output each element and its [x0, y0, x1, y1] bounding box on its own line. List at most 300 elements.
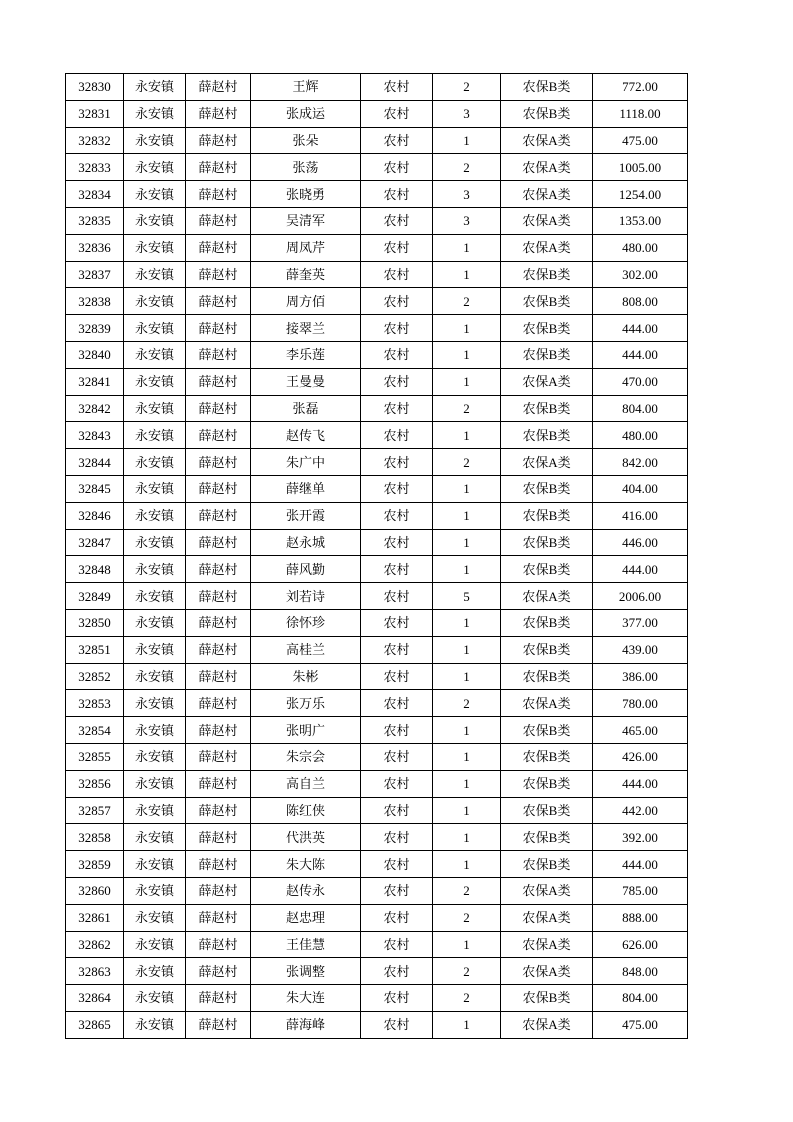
cell-count: 1 — [433, 502, 501, 529]
cell-type: 农村 — [361, 154, 433, 181]
cell-type: 农村 — [361, 958, 433, 985]
table-row — [66, 958, 688, 985]
cell-village: 薛赵村 — [186, 181, 251, 208]
cell-village: 薛赵村 — [186, 851, 251, 878]
cell-id: 32840 — [66, 341, 124, 368]
table-row — [66, 127, 688, 154]
cell-type: 农村 — [361, 824, 433, 851]
cell-count: 2 — [433, 395, 501, 422]
cell-count: 1 — [433, 234, 501, 261]
cell-town: 永安镇 — [124, 234, 186, 261]
cell-id: 32832 — [66, 127, 124, 154]
cell-type: 农村 — [361, 583, 433, 610]
cell-amount: 1005.00 — [593, 154, 688, 181]
cell-category: 农保B类 — [501, 797, 593, 824]
cell-count: 1 — [433, 368, 501, 395]
cell-category: 农保A类 — [501, 931, 593, 958]
cell-amount: 1118.00 — [593, 100, 688, 127]
cell-name: 王佳慧 — [251, 931, 361, 958]
cell-category: 农保A类 — [501, 904, 593, 931]
cell-id: 32865 — [66, 1011, 124, 1038]
cell-amount: 772.00 — [593, 74, 688, 101]
cell-type: 农村 — [361, 529, 433, 556]
cell-town: 永安镇 — [124, 583, 186, 610]
cell-id: 32839 — [66, 315, 124, 342]
cell-id: 32858 — [66, 824, 124, 851]
cell-village: 薛赵村 — [186, 743, 251, 770]
cell-count: 3 — [433, 100, 501, 127]
cell-village: 薛赵村 — [186, 797, 251, 824]
table-row — [66, 154, 688, 181]
cell-id: 32836 — [66, 234, 124, 261]
table-row — [66, 181, 688, 208]
cell-id: 32859 — [66, 851, 124, 878]
table-row — [66, 556, 688, 583]
cell-village: 薛赵村 — [186, 422, 251, 449]
cell-id: 32841 — [66, 368, 124, 395]
cell-type: 农村 — [361, 341, 433, 368]
cell-amount: 470.00 — [593, 368, 688, 395]
cell-town: 永安镇 — [124, 529, 186, 556]
table-row — [66, 207, 688, 234]
cell-amount: 1353.00 — [593, 207, 688, 234]
cell-count: 1 — [433, 422, 501, 449]
cell-category: 农保B类 — [501, 395, 593, 422]
table-row — [66, 315, 688, 342]
cell-id: 32863 — [66, 958, 124, 985]
cell-count: 2 — [433, 985, 501, 1012]
cell-name: 张成运 — [251, 100, 361, 127]
cell-amount: 426.00 — [593, 743, 688, 770]
cell-type: 农村 — [361, 609, 433, 636]
cell-category: 农保A类 — [501, 127, 593, 154]
cell-name: 徐怀珍 — [251, 609, 361, 636]
cell-id: 32849 — [66, 583, 124, 610]
cell-name: 赵传飞 — [251, 422, 361, 449]
cell-village: 薛赵村 — [186, 154, 251, 181]
cell-amount: 392.00 — [593, 824, 688, 851]
cell-town: 永安镇 — [124, 717, 186, 744]
cell-id: 32862 — [66, 931, 124, 958]
cell-village: 薛赵村 — [186, 529, 251, 556]
cell-name: 赵传永 — [251, 877, 361, 904]
cell-town: 永安镇 — [124, 368, 186, 395]
cell-category: 农保B类 — [501, 851, 593, 878]
cell-town: 永安镇 — [124, 154, 186, 181]
cell-village: 薛赵村 — [186, 931, 251, 958]
cell-category: 农保A类 — [501, 234, 593, 261]
cell-type: 农村 — [361, 931, 433, 958]
cell-town: 永安镇 — [124, 663, 186, 690]
cell-type: 农村 — [361, 877, 433, 904]
table-row — [66, 877, 688, 904]
cell-town: 永安镇 — [124, 341, 186, 368]
cell-category: 农保B类 — [501, 636, 593, 663]
cell-name: 张明广 — [251, 717, 361, 744]
cell-count: 2 — [433, 449, 501, 476]
cell-id: 32860 — [66, 877, 124, 904]
cell-id: 32856 — [66, 770, 124, 797]
cell-count: 1 — [433, 1011, 501, 1038]
cell-type: 农村 — [361, 181, 433, 208]
table-row — [66, 475, 688, 502]
cell-count: 1 — [433, 636, 501, 663]
cell-amount: 480.00 — [593, 234, 688, 261]
table-row — [66, 288, 688, 315]
cell-name: 刘若诗 — [251, 583, 361, 610]
cell-name: 张朵 — [251, 127, 361, 154]
cell-village: 薛赵村 — [186, 74, 251, 101]
cell-id: 32848 — [66, 556, 124, 583]
table-row — [66, 985, 688, 1012]
cell-id: 32835 — [66, 207, 124, 234]
cell-type: 农村 — [361, 422, 433, 449]
cell-village: 薛赵村 — [186, 556, 251, 583]
cell-name: 朱大陈 — [251, 851, 361, 878]
table-row — [66, 609, 688, 636]
cell-town: 永安镇 — [124, 797, 186, 824]
cell-count: 1 — [433, 797, 501, 824]
cell-category: 农保B类 — [501, 717, 593, 744]
cell-id: 32837 — [66, 261, 124, 288]
cell-town: 永安镇 — [124, 207, 186, 234]
cell-amount: 404.00 — [593, 475, 688, 502]
table-row — [66, 743, 688, 770]
cell-village: 薛赵村 — [186, 127, 251, 154]
cell-town: 永安镇 — [124, 636, 186, 663]
cell-id: 32845 — [66, 475, 124, 502]
cell-count: 2 — [433, 958, 501, 985]
table-row — [66, 234, 688, 261]
cell-amount: 2006.00 — [593, 583, 688, 610]
cell-count: 3 — [433, 207, 501, 234]
cell-id: 32838 — [66, 288, 124, 315]
table-row — [66, 422, 688, 449]
table-row — [66, 449, 688, 476]
cell-type: 农村 — [361, 234, 433, 261]
cell-amount: 1254.00 — [593, 181, 688, 208]
table-row — [66, 1011, 688, 1038]
cell-category: 农保A类 — [501, 1011, 593, 1038]
cell-category: 农保B类 — [501, 556, 593, 583]
cell-name: 朱大连 — [251, 985, 361, 1012]
cell-village: 薛赵村 — [186, 583, 251, 610]
cell-category: 农保B类 — [501, 422, 593, 449]
cell-amount: 465.00 — [593, 717, 688, 744]
cell-count: 1 — [433, 315, 501, 342]
cell-town: 永安镇 — [124, 770, 186, 797]
cell-village: 薛赵村 — [186, 234, 251, 261]
cell-category: 农保A类 — [501, 181, 593, 208]
cell-category: 农保A类 — [501, 154, 593, 181]
cell-category: 农保A类 — [501, 958, 593, 985]
cell-name: 张调整 — [251, 958, 361, 985]
cell-name: 赵永城 — [251, 529, 361, 556]
cell-category: 农保A类 — [501, 449, 593, 476]
cell-village: 薛赵村 — [186, 985, 251, 1012]
cell-village: 薛赵村 — [186, 368, 251, 395]
cell-town: 永安镇 — [124, 877, 186, 904]
cell-id: 32834 — [66, 181, 124, 208]
cell-town: 永安镇 — [124, 100, 186, 127]
cell-amount: 377.00 — [593, 609, 688, 636]
cell-amount: 446.00 — [593, 529, 688, 556]
cell-amount: 439.00 — [593, 636, 688, 663]
table-row — [66, 851, 688, 878]
cell-amount: 386.00 — [593, 663, 688, 690]
cell-count: 3 — [433, 181, 501, 208]
cell-town: 永安镇 — [124, 127, 186, 154]
cell-id: 32842 — [66, 395, 124, 422]
cell-name: 王曼曼 — [251, 368, 361, 395]
cell-id: 32861 — [66, 904, 124, 931]
cell-type: 农村 — [361, 74, 433, 101]
cell-category: 农保B类 — [501, 529, 593, 556]
cell-town: 永安镇 — [124, 743, 186, 770]
cell-name: 张晓勇 — [251, 181, 361, 208]
cell-name: 赵忠理 — [251, 904, 361, 931]
cell-amount: 475.00 — [593, 127, 688, 154]
cell-type: 农村 — [361, 449, 433, 476]
cell-type: 农村 — [361, 985, 433, 1012]
cell-count: 5 — [433, 583, 501, 610]
cell-town: 永安镇 — [124, 449, 186, 476]
cell-count: 2 — [433, 877, 501, 904]
cell-name: 王辉 — [251, 74, 361, 101]
cell-type: 农村 — [361, 368, 433, 395]
table-row — [66, 824, 688, 851]
cell-count: 1 — [433, 529, 501, 556]
table-row — [66, 583, 688, 610]
cell-id: 32864 — [66, 985, 124, 1012]
cell-id: 32855 — [66, 743, 124, 770]
table-row — [66, 341, 688, 368]
cell-count: 1 — [433, 556, 501, 583]
cell-type: 农村 — [361, 743, 433, 770]
cell-count: 1 — [433, 824, 501, 851]
cell-town: 永安镇 — [124, 288, 186, 315]
cell-town: 永安镇 — [124, 315, 186, 342]
cell-amount: 444.00 — [593, 851, 688, 878]
table-row — [66, 100, 688, 127]
cell-type: 农村 — [361, 770, 433, 797]
cell-town: 永安镇 — [124, 475, 186, 502]
cell-amount: 804.00 — [593, 395, 688, 422]
cell-count: 2 — [433, 288, 501, 315]
table-row — [66, 636, 688, 663]
cell-amount: 302.00 — [593, 261, 688, 288]
cell-amount: 444.00 — [593, 315, 688, 342]
document-page — [65, 73, 688, 1039]
cell-count: 1 — [433, 609, 501, 636]
cell-id: 32852 — [66, 663, 124, 690]
cell-id: 32857 — [66, 797, 124, 824]
cell-village: 薛赵村 — [186, 958, 251, 985]
cell-type: 农村 — [361, 127, 433, 154]
cell-village: 薛赵村 — [186, 100, 251, 127]
cell-count: 1 — [433, 261, 501, 288]
cell-type: 农村 — [361, 690, 433, 717]
cell-count: 1 — [433, 770, 501, 797]
cell-village: 薛赵村 — [186, 824, 251, 851]
cell-village: 薛赵村 — [186, 663, 251, 690]
cell-town: 永安镇 — [124, 851, 186, 878]
cell-town: 永安镇 — [124, 931, 186, 958]
cell-id: 32853 — [66, 690, 124, 717]
cell-category: 农保B类 — [501, 475, 593, 502]
cell-category: 农保B类 — [501, 985, 593, 1012]
cell-village: 薛赵村 — [186, 341, 251, 368]
cell-id: 32833 — [66, 154, 124, 181]
cell-category: 农保B类 — [501, 663, 593, 690]
cell-type: 农村 — [361, 100, 433, 127]
cell-amount: 444.00 — [593, 770, 688, 797]
cell-type: 农村 — [361, 475, 433, 502]
cell-category: 农保B类 — [501, 74, 593, 101]
table-row — [66, 770, 688, 797]
cell-town: 永安镇 — [124, 261, 186, 288]
cell-count: 1 — [433, 663, 501, 690]
cell-village: 薛赵村 — [186, 261, 251, 288]
cell-village: 薛赵村 — [186, 315, 251, 342]
table-row — [66, 395, 688, 422]
cell-id: 32831 — [66, 100, 124, 127]
cell-name: 张荡 — [251, 154, 361, 181]
table-row — [66, 368, 688, 395]
cell-id: 32847 — [66, 529, 124, 556]
cell-town: 永安镇 — [124, 904, 186, 931]
cell-category: 农保B类 — [501, 288, 593, 315]
cell-category: 农保A类 — [501, 690, 593, 717]
cell-village: 薛赵村 — [186, 288, 251, 315]
cell-category: 农保B类 — [501, 824, 593, 851]
cell-name: 薛继单 — [251, 475, 361, 502]
cell-type: 农村 — [361, 207, 433, 234]
cell-id: 32854 — [66, 717, 124, 744]
cell-village: 薛赵村 — [186, 690, 251, 717]
cell-town: 永安镇 — [124, 958, 186, 985]
cell-type: 农村 — [361, 636, 433, 663]
cell-category: 农保B类 — [501, 341, 593, 368]
table-row — [66, 690, 688, 717]
cell-amount: 804.00 — [593, 985, 688, 1012]
cell-amount: 848.00 — [593, 958, 688, 985]
cell-count: 1 — [433, 743, 501, 770]
cell-amount: 842.00 — [593, 449, 688, 476]
cell-amount: 780.00 — [593, 690, 688, 717]
cell-town: 永安镇 — [124, 181, 186, 208]
cell-village: 薛赵村 — [186, 877, 251, 904]
cell-name: 朱宗会 — [251, 743, 361, 770]
cell-name: 接翠兰 — [251, 315, 361, 342]
cell-name: 吴清军 — [251, 207, 361, 234]
cell-count: 2 — [433, 904, 501, 931]
table-row — [66, 663, 688, 690]
cell-type: 农村 — [361, 1011, 433, 1038]
cell-name: 张开霞 — [251, 502, 361, 529]
table-row — [66, 931, 688, 958]
cell-id: 32844 — [66, 449, 124, 476]
cell-name: 张磊 — [251, 395, 361, 422]
cell-count: 1 — [433, 931, 501, 958]
cell-name: 周方佰 — [251, 288, 361, 315]
cell-category: 农保B类 — [501, 609, 593, 636]
cell-id: 32851 — [66, 636, 124, 663]
cell-amount: 888.00 — [593, 904, 688, 931]
table-row — [66, 717, 688, 744]
cell-village: 薛赵村 — [186, 475, 251, 502]
cell-type: 农村 — [361, 556, 433, 583]
cell-count: 2 — [433, 690, 501, 717]
cell-id: 32843 — [66, 422, 124, 449]
cell-name: 薛海峰 — [251, 1011, 361, 1038]
cell-name: 陈红侠 — [251, 797, 361, 824]
cell-count: 1 — [433, 717, 501, 744]
cell-count: 1 — [433, 475, 501, 502]
cell-type: 农村 — [361, 904, 433, 931]
cell-town: 永安镇 — [124, 609, 186, 636]
table-row — [66, 74, 688, 101]
cell-name: 代洪英 — [251, 824, 361, 851]
cell-amount: 475.00 — [593, 1011, 688, 1038]
benefits-table — [65, 73, 688, 1039]
cell-village: 薛赵村 — [186, 395, 251, 422]
cell-type: 农村 — [361, 288, 433, 315]
cell-town: 永安镇 — [124, 1011, 186, 1038]
cell-type: 农村 — [361, 261, 433, 288]
cell-type: 农村 — [361, 502, 433, 529]
cell-category: 农保B类 — [501, 100, 593, 127]
cell-town: 永安镇 — [124, 395, 186, 422]
cell-name: 张万乐 — [251, 690, 361, 717]
cell-name: 朱彬 — [251, 663, 361, 690]
cell-town: 永安镇 — [124, 74, 186, 101]
cell-village: 薛赵村 — [186, 1011, 251, 1038]
cell-amount: 416.00 — [593, 502, 688, 529]
cell-type: 农村 — [361, 663, 433, 690]
cell-amount: 626.00 — [593, 931, 688, 958]
cell-village: 薛赵村 — [186, 207, 251, 234]
cell-village: 薛赵村 — [186, 717, 251, 744]
cell-category: 农保A类 — [501, 368, 593, 395]
cell-town: 永安镇 — [124, 824, 186, 851]
cell-category: 农保B类 — [501, 315, 593, 342]
cell-village: 薛赵村 — [186, 636, 251, 663]
cell-category: 农保B类 — [501, 770, 593, 797]
cell-category: 农保B类 — [501, 502, 593, 529]
cell-name: 高桂兰 — [251, 636, 361, 663]
cell-type: 农村 — [361, 717, 433, 744]
cell-id: 32830 — [66, 74, 124, 101]
cell-name: 李乐莲 — [251, 341, 361, 368]
cell-village: 薛赵村 — [186, 904, 251, 931]
cell-amount: 442.00 — [593, 797, 688, 824]
cell-category: 农保B类 — [501, 743, 593, 770]
cell-type: 农村 — [361, 797, 433, 824]
cell-id: 32846 — [66, 502, 124, 529]
cell-count: 2 — [433, 74, 501, 101]
cell-type: 农村 — [361, 395, 433, 422]
cell-count: 1 — [433, 341, 501, 368]
table-row — [66, 529, 688, 556]
cell-name: 薛奎英 — [251, 261, 361, 288]
cell-village: 薛赵村 — [186, 770, 251, 797]
cell-id: 32850 — [66, 609, 124, 636]
cell-name: 高自兰 — [251, 770, 361, 797]
table-row — [66, 261, 688, 288]
cell-category: 农保A类 — [501, 207, 593, 234]
cell-name: 薛风勤 — [251, 556, 361, 583]
